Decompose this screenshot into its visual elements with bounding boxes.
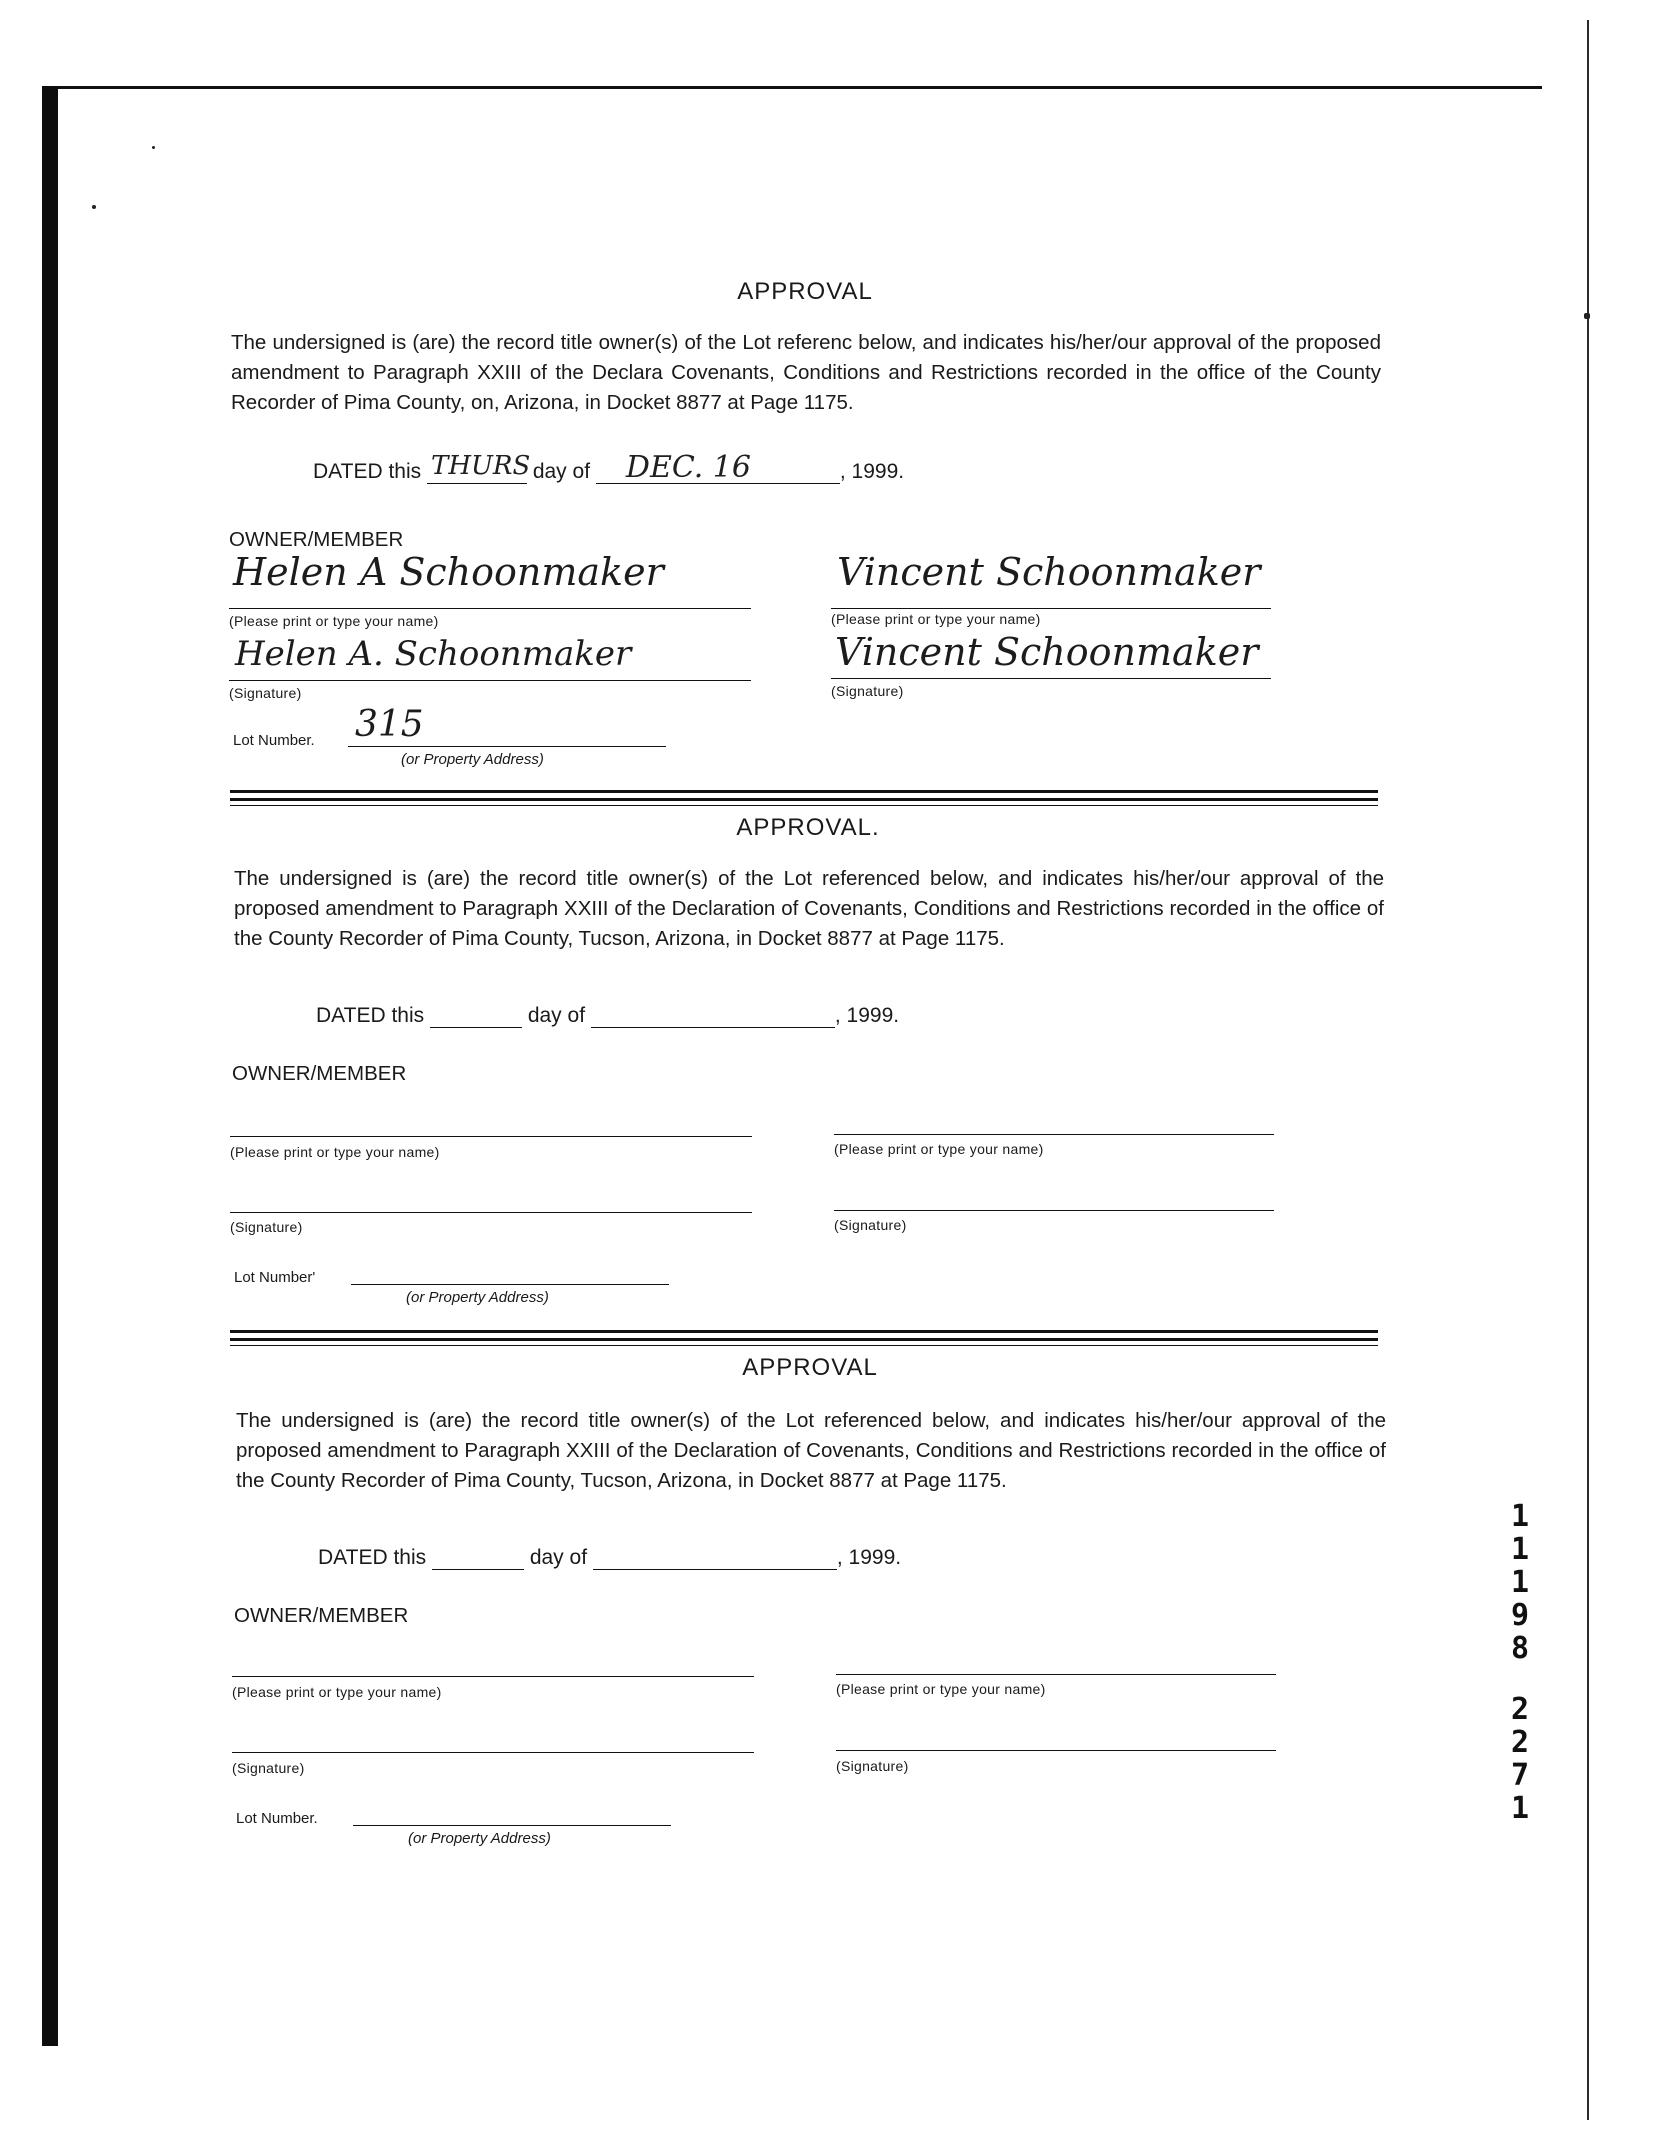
- dated-line: [313, 450, 905, 485]
- year-label: , 1999.: [839, 460, 905, 483]
- recording-number-stamp: [1505, 1500, 1535, 1825]
- signature-line-2[interactable]: [836, 1750, 1276, 1751]
- month-handwriting: DEC. 16: [625, 450, 751, 485]
- signature-line-2[interactable]: [834, 1210, 1274, 1211]
- approval-paragraph: The undersigned is (are) the record title owner(s) of the Lot referenced below, and indicates his/her/our approval of the proposed amendment to Paragraph XXIII of the Declaration of Covenants, Conditions and Restrictions recorded in the office of the County Recorder of Pima County, Tucson, Arizona, in Docket 8877 at Page 1175.: [236, 1409, 1386, 1492]
- day-of-label: day of: [527, 1004, 586, 1027]
- print-name-caption: (Please print or type your name): [836, 1681, 1046, 1697]
- left-scan-edge: [42, 86, 58, 2046]
- day-field[interactable]: [430, 1005, 522, 1028]
- print-name-caption: (Please print or type your name): [229, 613, 439, 629]
- stamp-digit: 1: [1510, 1532, 1530, 1567]
- signature-line-1[interactable]: [230, 1212, 752, 1213]
- lot-number-label: Lot Number': [234, 1269, 316, 1286]
- lot-number-line[interactable]: [351, 1284, 669, 1285]
- month-field[interactable]: [591, 1005, 835, 1028]
- top-rule: [42, 86, 1542, 89]
- section-divider: [230, 1345, 1378, 1346]
- owner2-signature: Vincent Schoonmaker: [835, 630, 1259, 674]
- owner1-signature: Helen A. Schoonmaker: [235, 634, 632, 674]
- section-divider: [230, 790, 1378, 793]
- name-line-1[interactable]: [232, 1676, 754, 1677]
- year-label: , 1999.: [836, 1546, 902, 1569]
- approval-paragraph: The undersigned is (are) the record title owner(s) of the Lot referenced below, and indicates his/her/our approval of the proposed amendment to Paragraph XXIII of the Declaration of Covenants, Conditions and Restrictions recorded in the office of the County Recorder of Pima County, Tucson, Arizona, in Docket 8877 at Page 1175.: [234, 867, 1384, 950]
- signature-caption: (Signature): [229, 685, 302, 701]
- stamp-digit: 2: [1510, 1725, 1530, 1760]
- dated-line: [318, 1546, 901, 1570]
- year-label: , 1999.: [834, 1004, 900, 1027]
- approval-section-2: [228, 814, 1388, 1304]
- signature-caption: (Signature): [230, 1219, 303, 1235]
- lot-number-line[interactable]: [353, 1825, 671, 1826]
- section-divider: [230, 1330, 1378, 1333]
- section-divider: [230, 805, 1378, 806]
- name-line-2[interactable]: [836, 1674, 1276, 1675]
- day-of-label: day of: [532, 460, 591, 483]
- name-line-2[interactable]: [834, 1134, 1274, 1135]
- owner-member-label: OWNER/MEMBER: [232, 1062, 407, 1085]
- property-address-caption: (or Property Address): [406, 1289, 549, 1306]
- stamp-digit: 1: [1510, 1499, 1530, 1534]
- owner-member-label: OWNER/MEMBER: [234, 1604, 409, 1627]
- section-title: APPROVAL: [737, 278, 873, 305]
- signature-line-1[interactable]: [229, 680, 751, 681]
- stamp-digit: 1: [1510, 1565, 1530, 1600]
- signature-line-2[interactable]: [831, 678, 1271, 679]
- dated-prefix: DATED this: [318, 1546, 427, 1569]
- owner2-printed-name: Vincent Schoonmaker: [837, 550, 1261, 594]
- print-name-caption: (Please print or type your name): [834, 1141, 1044, 1157]
- stamp-digit: 9: [1510, 1598, 1530, 1633]
- name-line-1[interactable]: [229, 608, 751, 609]
- dated-line: [316, 1004, 899, 1028]
- scan-speck: [152, 146, 155, 149]
- signature-caption: (Signature): [232, 1760, 305, 1776]
- lot-number-line[interactable]: [348, 746, 666, 747]
- section-title: APPROVAL.: [736, 814, 880, 841]
- month-field[interactable]: [593, 1547, 837, 1570]
- day-of-label: day of: [529, 1546, 588, 1569]
- stamp-digit: 8: [1510, 1631, 1530, 1666]
- right-margin-line: [1587, 20, 1589, 2120]
- owner1-printed-name: Helen A Schoonmaker: [233, 550, 664, 594]
- lot-number-label: Lot Number.: [233, 732, 315, 749]
- name-line-2[interactable]: [831, 608, 1271, 609]
- property-address-caption: (or Property Address): [401, 751, 544, 768]
- section-title: APPROVAL: [742, 1354, 878, 1381]
- owner-member-label: OWNER/MEMBER: [229, 528, 404, 551]
- section-divider: [230, 1338, 1378, 1341]
- approval-paragraph: The undersigned is (are) the record title owner(s) of the Lot referenc below, and indicates his/her/our approval of the proposed amendment to Paragraph XXIII of the Declara Covenants, Conditions and Restrictions recorded in the office of the County Recorder of Pima County, on, Arizona, in Docket 8877 at Page 1175.: [231, 331, 1381, 414]
- signature-caption: (Signature): [831, 683, 904, 699]
- section-divider: [230, 798, 1378, 801]
- day-field[interactable]: [432, 1547, 524, 1570]
- dated-prefix: DATED this: [316, 1004, 425, 1027]
- name-line-1[interactable]: [230, 1136, 752, 1137]
- dated-prefix: DATED this: [313, 460, 422, 483]
- stamp-digit: 1: [1510, 1791, 1530, 1826]
- month-field[interactable]: [596, 450, 840, 485]
- day-handwriting: THURS: [430, 451, 531, 481]
- scan-speck: [92, 205, 96, 209]
- property-address-caption: (or Property Address): [408, 1830, 551, 1847]
- day-field[interactable]: [427, 451, 531, 484]
- lot-number-handwriting: 315: [355, 704, 424, 745]
- signature-line-1[interactable]: [232, 1752, 754, 1753]
- approval-section-1: [225, 278, 1385, 768]
- print-name-caption: (Please print or type your name): [232, 1684, 442, 1700]
- signature-caption: (Signature): [834, 1217, 907, 1233]
- signature-caption: (Signature): [836, 1758, 909, 1774]
- print-name-caption: (Please print or type your name): [230, 1144, 440, 1160]
- stamp-digit: 7: [1510, 1758, 1530, 1793]
- scan-speck: [1584, 313, 1590, 319]
- lot-number-label: Lot Number.: [236, 1810, 318, 1827]
- print-name-caption: (Please print or type your name): [831, 611, 1041, 627]
- approval-section-3: [230, 1354, 1390, 1854]
- stamp-digit: 2: [1510, 1692, 1530, 1727]
- stamp-gap: [1505, 1665, 1535, 1693]
